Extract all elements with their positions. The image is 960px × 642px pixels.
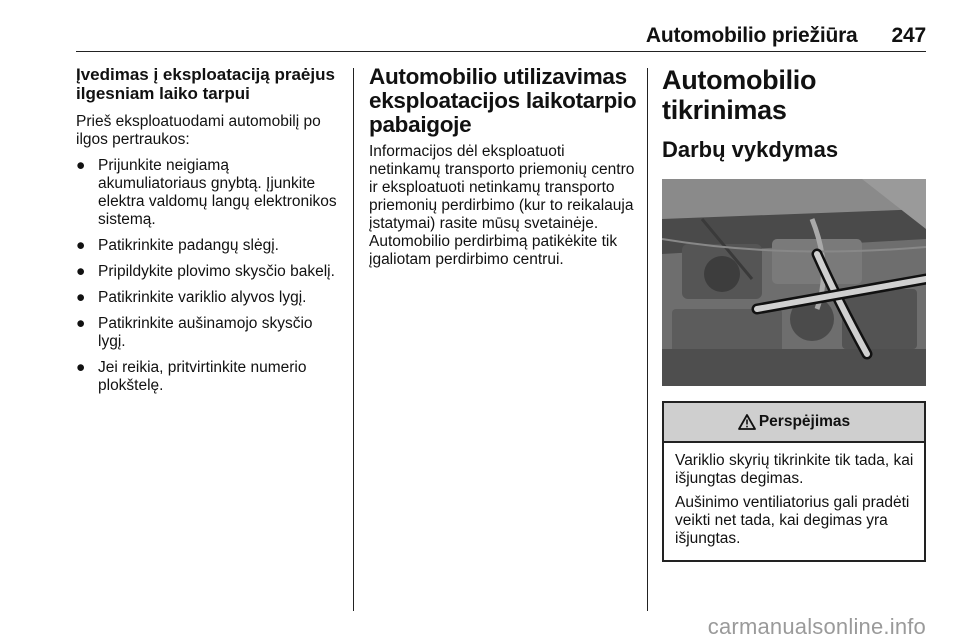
site-watermark: carmanualsonline.info [707, 614, 926, 639]
bullet-icon: ● [76, 359, 86, 376]
list-item-text: Patikrinkite aušinamojo skysčio lygį. [98, 315, 313, 350]
bullet-icon: ● [76, 237, 86, 254]
list-item [76, 157, 338, 229]
engine-bay-photo [662, 179, 926, 386]
heading-line: eksploatacijos laikotarpio [369, 88, 637, 113]
list-item-text: Patikrinkite padangų slėgį. [98, 237, 279, 254]
page-number: 247 [891, 24, 926, 47]
warning-box [662, 401, 926, 562]
chapter-heading: Automobilio tikrinimas [662, 65, 817, 125]
list-item-text: Prijunkite neigiamą akumuliatoriaus gnybtą. Įjunkite elektra valdomų langų elektronikos sistemą. [98, 157, 337, 228]
warning-triangle-icon [738, 414, 756, 430]
list-item-text: Patikrinkite variklio alyvos lygį. [98, 289, 307, 306]
bullet-icon: ● [76, 289, 86, 306]
list-item [76, 315, 338, 351]
warning-header [664, 403, 924, 443]
column-vehicle-checks [662, 65, 926, 562]
list-item [76, 237, 338, 255]
warning-body [664, 443, 924, 560]
section-heading-recommissioning [76, 65, 338, 103]
bullet-icon: ● [76, 263, 86, 280]
subheading: Darbų vykdymas [662, 137, 839, 162]
column-storage-recommissioning [76, 65, 338, 403]
list-item-text: Jei reikia, pritvirtinkite numerio plokštelę. [98, 359, 307, 394]
heading-line: ilgesniam laiko tarpui [76, 84, 250, 103]
column-divider-2 [647, 68, 648, 611]
heading-line: Įvedimas į eksploataciją praėjus [76, 65, 335, 84]
running-header [646, 24, 926, 48]
warning-title: Perspėjimas [758, 413, 851, 430]
list-item-text: Pripildykite plovimo skysčio bakelį. [98, 263, 335, 280]
warning-paragraph: Variklio skyrių tikrinkite tik tada, kai išjungtas degimas. [675, 452, 914, 487]
heading-line: Automobilio utilizavimas [369, 64, 627, 89]
bullet-icon: ● [76, 157, 86, 174]
bullet-icon: ● [76, 315, 86, 332]
column-divider-1 [353, 68, 354, 611]
warning-paragraph: Aušinimo ventiliatorius gali pradėti veikti net tada, kai degimas yra išjungtas. [675, 494, 910, 547]
list-item [76, 289, 338, 307]
header-rule [76, 51, 926, 52]
section-heading-end-of-life [369, 65, 637, 137]
heading-line: pabaigoje [369, 112, 472, 137]
list-item [76, 263, 338, 281]
intro-paragraph: Prieš eksploatuodami automobilį po ilgos pertraukos: [76, 113, 321, 148]
checklist [76, 157, 338, 395]
list-item [76, 359, 338, 395]
end-of-life-paragraph: Informacijos dėl eksploatuoti netinkamų transporto priemonių centro ir eksploatuoti netinkamų transporto priemonių perdirbimo (kur to reikalauja įstatymai) rasite mūsų svetainėje. Automobilio perdirbimą patikėkite tik įgaliotam perdirbimo centrui. [369, 143, 635, 268]
section-title: Automobilio priežiūra [645, 24, 858, 47]
column-end-of-life-recovery [369, 65, 637, 277]
